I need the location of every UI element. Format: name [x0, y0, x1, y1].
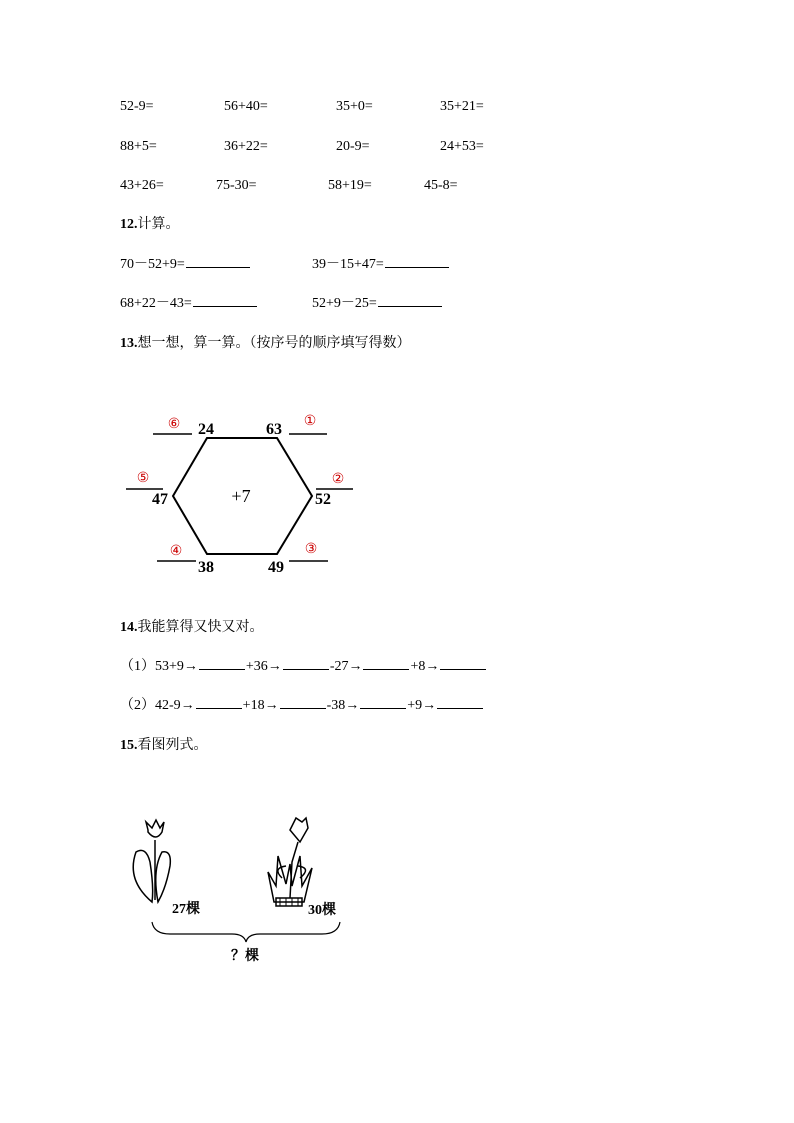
flower-icon [268, 818, 312, 906]
order-marker: ② [331, 472, 345, 487]
order-marker: ① [303, 414, 317, 429]
left-count-label: 27棵 [172, 902, 200, 917]
exercise: 43+26= [120, 178, 164, 193]
vertex-number: 63 [266, 421, 282, 438]
question-number: 15. [120, 738, 138, 753]
question-title: 我能算得又快又对。 [137, 619, 264, 635]
calc-expression: 52+9－25= [312, 296, 377, 311]
question-number: 13. [120, 336, 138, 351]
chain-op: -27→ [329, 659, 363, 674]
brace [152, 922, 340, 942]
vertex-number: 24 [198, 421, 214, 438]
question-number: 14. [120, 620, 138, 635]
exercise: 56+40= [224, 99, 268, 114]
chain-op: +36→ [245, 659, 282, 674]
exercise: 45-8= [424, 178, 458, 193]
exercise: 20-9= [336, 139, 370, 154]
exercise: 36+22= [224, 139, 268, 154]
calc-expression: 68+22－43= [120, 296, 192, 311]
exercise: 58+19= [328, 178, 372, 193]
question-number: 12. [120, 217, 138, 232]
question-title: 想一想，算一算。（按序号的顺序填写得数） [137, 335, 411, 351]
chain-prefix: （2）42-9→ [120, 698, 195, 713]
tulip-icon [133, 820, 170, 902]
hexagon-center: +7 [231, 486, 251, 506]
total-label: ？棵 [231, 949, 259, 964]
vertex-number: 49 [268, 559, 284, 576]
exercise: 35+0= [336, 99, 373, 114]
chain-op: +9→ [407, 698, 437, 713]
question-title: 看图列式。 [137, 737, 208, 753]
exercise: 24+53= [440, 139, 484, 154]
order-marker: ④ [169, 544, 183, 559]
chain-op: +8→ [410, 659, 440, 674]
order-marker: ⑤ [136, 471, 150, 486]
chain-op: +18→ [242, 698, 279, 713]
order-marker: ③ [304, 542, 318, 557]
vertex-number: 47 [152, 491, 168, 508]
right-count-label: 30棵 [308, 903, 336, 918]
calc-expression: 39－15+47= [312, 257, 384, 272]
question-title: 计算。 [137, 216, 180, 232]
exercise: 75-30= [216, 178, 257, 193]
exercise: 35+21= [440, 99, 484, 114]
calc-expression: 70－52+9= [120, 257, 185, 272]
chain-op: -38→ [326, 698, 360, 713]
exercise: 52-9= [120, 99, 154, 114]
order-marker: ⑥ [167, 417, 181, 432]
vertex-number: 52 [315, 491, 331, 508]
vertex-number: 38 [198, 559, 214, 576]
chain-prefix: （1）53+9→ [120, 659, 198, 674]
exercise: 88+5= [120, 139, 157, 154]
